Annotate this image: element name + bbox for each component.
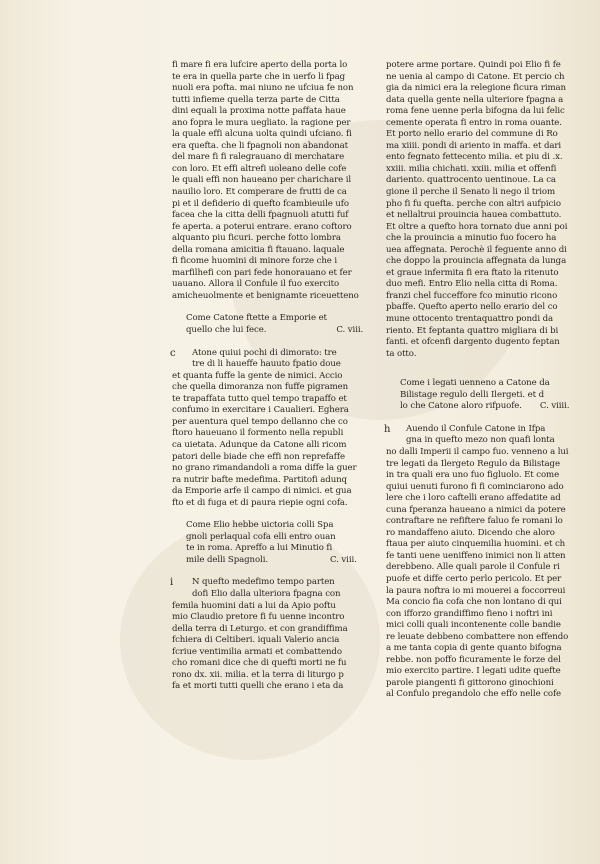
text-line: la paura noftra io mi mouerei a foccorreui (386, 585, 566, 596)
text-line: ano fopra le mura uegliato. la ragione per (172, 117, 351, 128)
text-line: parole piangenti fi gittorono ginochioni (386, 677, 554, 688)
text-line: pho fi fu quefta. perche con altri aufpicio (386, 198, 561, 209)
drop-initial: c (170, 347, 176, 359)
text-line: alquanto piu ficuri. perche fotto lombra (172, 233, 341, 244)
text-line: della romana amicitia fi ftauano. laquale (172, 244, 345, 255)
text-line: gna in quefto mezo non quafi lonta (406, 435, 555, 446)
text-line: roma fene uenne perla bifogna da lui felic (386, 106, 565, 117)
text-line: facea che la citta delli fpagnuoli atutti fuf (172, 210, 349, 221)
chapter-number: C. viii. (336, 325, 364, 336)
drop-initial: i (170, 577, 174, 589)
text-line: te era in quella parte che in uerfo li fpag (172, 71, 346, 82)
text-line: in tra quali era uno fuo figluolo. Et come (386, 470, 560, 481)
text-line: franzi chel fucceffore fco minutio ricono (386, 290, 558, 301)
chapter-heading-line: Come Catone ftette a Emporie et (186, 313, 327, 324)
text-line: confumo in exercitare i Caualieri. Eghera (172, 405, 349, 416)
text-line: della terra di Leturgo. et con grandiffima (172, 623, 348, 634)
text-line: re leuate debbeno combattere non effendo (386, 631, 569, 642)
text-line: xxiii. milia chichati. xxiii. milia et offenfi (386, 163, 557, 174)
text-line: pbaffe. Quefto aperto nello erario del co (386, 302, 558, 313)
text-line: fi ficome huomini di minore forze che i (172, 256, 338, 267)
text-line: ra nutrir bafte medefima. Partitofi adunq (172, 474, 347, 485)
right-paragraph-2 (386, 424, 591, 701)
text-line: ro mandaffeno aiuto. Dicendo che aloro (386, 527, 555, 538)
text-line: la quale effi alcuna uolta quindi ufciano. fi (172, 129, 352, 140)
text-line: quiui uenuti furono fi fi cominciarono ado (386, 481, 564, 492)
text-line: derebbeno. Alle quali parole il Confule ri (386, 562, 560, 573)
text-line: rebbe. non poffo ficuramente le forze del (386, 654, 561, 665)
left-chapter-heading-2 (172, 520, 377, 566)
chapter-number: C. viiii. (539, 401, 570, 412)
chapter-heading-line: lo che Catone aloro rifpuofe. C. viiii. (400, 401, 570, 412)
chapter-heading-line: te in roma. Apreffo a lui Minutio fi (186, 543, 333, 554)
text-line: mio Claudio pretore fi fu uenne incontro (172, 612, 345, 623)
text-line: no dalli Imperii il campo fuo. venneno a lui (386, 446, 569, 457)
left-paragraph-2-wrap (172, 348, 377, 510)
text-line: ne uenia al campo di Catone. Et percio ch (386, 71, 565, 82)
text-line: ta otto. (386, 348, 417, 359)
text-line: potere arme portare. Quindi poi Elio fi fe (386, 60, 561, 70)
text-line: lere che i loro caftelli erano affedatite ad (386, 493, 561, 504)
text-line: te trapaffata tutto quel tempo trapaffo et (172, 393, 347, 404)
text-line: con loro. Et effi altrefi uoleano delle cofe (172, 163, 347, 174)
text-line: era quefta. che li fpagnoli non abandonat (172, 140, 348, 151)
text-line: fa et morti tutti quelli che erano i eta da (172, 681, 344, 692)
text-line: cho romani dice che di quefti morti ne fu (172, 658, 347, 669)
text-line: mio exercito partire. I legati udite quefte (386, 666, 561, 677)
left-paragraph-3 (172, 577, 377, 692)
text-line: Auendo il Confule Catone in Ifpa (406, 423, 546, 434)
text-line: tutti infieme quella terza parte de Citta (172, 94, 340, 105)
text-line: che quella dimoranza non fuffe pigramen (172, 382, 349, 393)
text-line: riento. Et feptanta quattro migliara di bi (386, 325, 559, 336)
left-column (172, 60, 377, 693)
left-paragraph-1 (172, 60, 377, 302)
text-line: fe tanti uene ueniffeno inimici non li atten (386, 550, 566, 561)
text-line: fto et di fuga et di paura riepie ogni cofa. (172, 497, 348, 508)
text-line: duo mefi. Entro Elio nella citta di Roma. (386, 279, 558, 290)
text-line: a me tanta copia di gente quanto bifogna (386, 643, 562, 654)
text-line: data quella gente nella ulteriore fpagna a (386, 94, 564, 105)
text-line: dini equali la proxima notte paffata haue (172, 106, 346, 117)
text-line: ftaua per aiuto cinquemilia huomini. et ch (386, 539, 566, 550)
text-line: fe aperta. a poterui entrare. erano coftoro (172, 221, 352, 232)
text-line: fchiera di Celtiberi. iquali Valerio ancia (172, 635, 340, 646)
text-line: ma xiiii. pondi di ariento in maffa. et dari (386, 140, 562, 151)
text-line: nauilio loro. Et comperare de frutti de ca (172, 187, 347, 198)
text-line: dariento. quattrocento uentinoue. La ca (386, 175, 556, 186)
text-line: femila huomini dati a lui da Apio poftu (172, 600, 336, 611)
text-line: pi et il defiderio di quefto fcambieuile ufo (172, 198, 349, 209)
chapter-number: C. viii. (329, 554, 357, 565)
text-line: gia da nimici era la relegione ficura riman (386, 83, 566, 94)
text-line: uea affegnata. Perochè il feguente anno di (386, 244, 567, 255)
text-line: uauano. Allora il Confule il fuo exercito (172, 279, 340, 290)
chapter-heading-line: Come Elio hebbe uictoria colli Spa (186, 520, 334, 531)
text-line: mune ottocento trentaquattro pondi da (386, 314, 554, 325)
text-line: da Emporie arfe il campo di nimici. et gua (172, 486, 352, 497)
text-line: cuna fperanza haueano a nimici da potere (386, 504, 566, 515)
text-line: con ifforzo grandiffimo fieno i noftri ini (386, 608, 553, 619)
text-line: tre legati da Ilergeto Regulo da Bilistage (386, 458, 560, 469)
text-line: le quali effi non haueano per charichare il (172, 175, 352, 186)
text-line: del mare fi fi ralegrauano di merchatare (172, 152, 345, 163)
right-column (386, 60, 591, 701)
text-line: che doppo la prouincia affegnata da lunga (386, 256, 567, 267)
text-line: et nellaltrui prouincia hauea combattuto. (386, 210, 562, 221)
left-paragraph-3-wrap (172, 577, 377, 692)
text-line: N quefto medefimo tempo parten (192, 577, 335, 588)
text-line: rono dx. xii. milia. et la terra di liturgo p (172, 669, 344, 680)
text-line: ca uietata. Adunque da Catone alli ricom (172, 439, 347, 450)
right-paragraph-1 (386, 60, 591, 360)
text-line: amicheuolmente et benignamte riceuetteno (172, 290, 359, 301)
chapter-heading-line: gnoli perlaqual cofa elli entro ouan (186, 531, 336, 542)
text-line: Et oltre a quefto hora tornato due anni poi (386, 221, 568, 232)
text-line: et quanta fuffe la gente de nimici. Accio (172, 370, 343, 381)
text-line: fanti. et ofcenfi dargento dugento feptan (386, 337, 560, 348)
text-line: ftoro haueuano il formento nella republi (172, 428, 344, 439)
text-line: cemente operata fi entro in roma ouante. (386, 117, 562, 128)
chapter-heading-line: quello che lui fece. C. viii. (186, 325, 364, 336)
text-line: ento fegnato fettecento milia. et piu di .x. (386, 152, 563, 163)
text-line: no grano rimandandoli a roma diffe la guer (172, 463, 357, 474)
text-line: dofi Elio dalla ulteriora fpagna con (192, 588, 341, 599)
text-line: marfilhefi con pari fede honorauano et fer (172, 267, 352, 278)
text-line: contraftare ne refiftere faluo fe romani lo (386, 516, 563, 527)
right-paragraph-2-wrap (386, 424, 591, 701)
text-line: gione il perche il Senato li nego il triom (386, 187, 556, 198)
text-line: al Confulo pregandolo che effo nelle cofe (386, 689, 562, 700)
text-line: tre di li haueffe hauuto fpatio doue (192, 359, 341, 370)
text-line: mici colli quali incontenente colle bandie (386, 620, 561, 631)
right-chapter-heading-1 (386, 378, 591, 413)
chapter-heading-line: Bilistage regulo delli Ilergeti. et d (400, 389, 544, 400)
text-line: et graue infermita fi era ftato la ritenuto (386, 267, 559, 278)
text-line: puofe et diffe certo perlo pericolo. Et per (386, 573, 562, 584)
text-line: nuoli era pofta. mai niuno ne ufciua fe non (172, 83, 354, 94)
text-line: fi mare fi era lufcire aperto della porta lo (172, 60, 348, 70)
text-line: per auentura quel tempo dellanno che co (172, 416, 348, 427)
left-chapter-heading-1 (172, 313, 377, 336)
chapter-heading-line: Come i legati uenneno a Catone da (400, 378, 550, 389)
drop-initial: h (384, 423, 391, 435)
text-line: Et porto nello erario del commune di Ro (386, 129, 558, 140)
text-line: patori delle biade che effi non reprefaffe (172, 451, 345, 462)
text-line: fcriue ventimilia armati et combattendo (172, 646, 342, 657)
left-paragraph-2 (172, 348, 377, 510)
text-line: Ma concio fia cofa che non lontano di qui (386, 597, 562, 608)
text-line: che la prouincia a minutio fuo focero ha (386, 233, 557, 244)
chapter-heading-line: mile delli Spagnoli. C. viii. (186, 554, 357, 565)
text-line: Atone quiui pochi di dimorato: tre (192, 347, 337, 358)
